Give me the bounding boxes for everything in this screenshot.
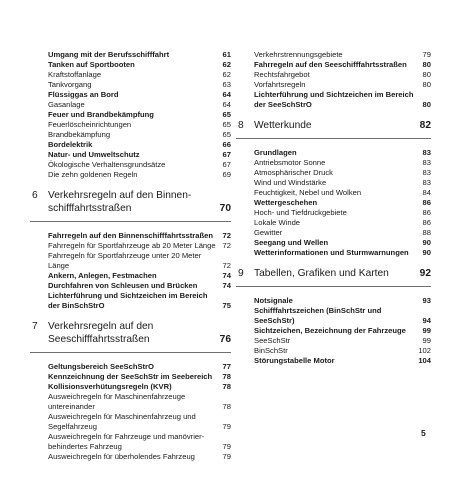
entry-page-number: 83 xyxy=(422,158,431,167)
chapter-heading xyxy=(30,320,231,346)
toc-section-entry xyxy=(254,238,431,248)
entry-page-number: 84 xyxy=(422,188,431,197)
section-spacer xyxy=(30,180,231,189)
entry-title: Durchfahren von Schleusen und Brücken xyxy=(48,281,198,290)
section-spacer xyxy=(236,110,431,119)
toc-subsection-entry xyxy=(48,100,231,110)
entry-page-number: 72 xyxy=(222,231,231,240)
entry-title: Notsignale xyxy=(254,296,293,305)
toc-subsection-entry xyxy=(254,228,431,238)
entry-title: BinSchStr xyxy=(254,346,288,355)
entry-title: Fahrregeln für Sportfahrzeuge ab 20 Meter Länge xyxy=(48,241,216,250)
chapter-heading xyxy=(236,119,431,132)
toc-subsection-entry xyxy=(48,80,231,90)
toc-right-column xyxy=(236,50,431,366)
entry-page-number: 93 xyxy=(422,296,431,305)
entry-title: Kennzeichnung der SeeSchStr im Seebereich xyxy=(48,372,213,381)
toc-section-entry xyxy=(48,231,231,241)
entry-page-number: 78 xyxy=(222,402,231,411)
entry-title: Verkehrstrennungsgebiete xyxy=(254,50,343,59)
chapter-divider xyxy=(236,138,431,139)
toc-subsection-entry xyxy=(254,80,431,90)
entry-title: Atmosphärischer Druck xyxy=(254,168,333,177)
section-spacer xyxy=(236,258,431,267)
entry-page-number: 83 xyxy=(422,168,431,177)
entry-page-number: 88 xyxy=(422,228,431,237)
entry-page-number: 65 xyxy=(222,110,231,119)
entry-page-number: 90 xyxy=(422,248,431,257)
entry-title: Tankvorgang xyxy=(48,80,92,89)
chapter-title: Tabellen, Grafiken und Karten xyxy=(254,268,389,279)
chapter-number: 9 xyxy=(238,268,244,279)
toc-section-entry xyxy=(48,50,231,60)
entry-page-number: 65 xyxy=(222,130,231,139)
toc-subsection-entry xyxy=(48,120,231,130)
entry-title: Schifffahrtszeichen (BinSchStr und SeeSchStr) xyxy=(254,306,382,325)
entry-title: Kraftstoffanlage xyxy=(48,70,102,79)
entry-title: Bordelektrik xyxy=(48,140,93,149)
toc-section-entry xyxy=(254,60,431,70)
toc-subsection-entry xyxy=(254,158,431,168)
entry-page-number: 79 xyxy=(422,50,431,59)
entry-title: Gewitter xyxy=(254,228,283,237)
entry-page-number: 74 xyxy=(222,271,231,280)
toc-section-entry xyxy=(48,150,231,160)
entry-page-number: 80 xyxy=(422,80,431,89)
toc-section-entry xyxy=(254,306,431,326)
entry-title: Feuchtigkeit, Nebel und Wolken xyxy=(254,188,362,197)
toc-subsection-entry xyxy=(48,241,231,251)
entry-page-number: 99 xyxy=(422,326,431,335)
toc-section-entry xyxy=(48,362,231,372)
entry-page-number: 77 xyxy=(222,362,231,371)
toc-section-entry xyxy=(48,110,231,120)
toc-subsection-entry xyxy=(48,251,231,271)
section-spacer xyxy=(30,311,231,320)
entry-page-number: 63 xyxy=(222,80,231,89)
chapter-number: 7 xyxy=(32,321,38,332)
chapter-title: Wetterkunde xyxy=(254,120,312,131)
entry-page-number: 94 xyxy=(422,316,431,325)
entry-page-number: 61 xyxy=(222,50,231,59)
entry-title: Seegang und Wellen xyxy=(254,238,329,247)
entry-page-number: 62 xyxy=(222,60,231,69)
entry-title: Umgang mit der Berufsschifffahrt xyxy=(48,50,170,59)
toc-subsection-entry xyxy=(254,70,431,80)
chapter-page-number: 76 xyxy=(219,334,231,345)
entry-title: Natur- und Umweltschutz xyxy=(48,150,140,159)
toc-section-entry xyxy=(48,60,231,70)
toc-section-entry xyxy=(48,281,231,291)
toc-section-entry xyxy=(254,326,431,336)
entry-page-number: 102 xyxy=(418,346,431,355)
entry-page-number: 83 xyxy=(422,178,431,187)
entry-title: Fahrregeln auf den Seeschifffahrtsstraßen xyxy=(254,60,407,69)
toc-section-entry xyxy=(254,90,431,110)
chapter-title: Verkehrsregeln auf den Binnen-schifffahrtsstraßen xyxy=(48,190,192,214)
entry-title: Die zehn goldenen Regeln xyxy=(48,170,138,179)
toc-left-column xyxy=(30,50,231,462)
toc-subsection-entry xyxy=(48,432,231,452)
toc-subsection-entry xyxy=(254,336,431,346)
toc-subsection-entry xyxy=(254,218,431,228)
entry-title: Brandbekämpfung xyxy=(48,130,111,139)
toc-section-entry xyxy=(48,291,231,311)
entry-title: Fahrregeln für Sportfahrzeuge unter 20 Meter Länge xyxy=(48,251,202,270)
entry-page-number: 78 xyxy=(222,372,231,381)
toc-section-entry xyxy=(48,382,231,392)
entry-page-number: 67 xyxy=(222,160,231,169)
entry-page-number: 90 xyxy=(422,238,431,247)
page-number: 5 xyxy=(421,428,426,438)
toc-section-entry xyxy=(254,148,431,158)
toc-subsection-entry xyxy=(254,178,431,188)
entry-page-number: 78 xyxy=(222,382,231,391)
toc-section-entry xyxy=(48,372,231,382)
entry-page-number: 72 xyxy=(222,261,231,270)
toc-section-entry xyxy=(48,140,231,150)
entry-page-number: 104 xyxy=(418,356,431,365)
toc-subsection-entry xyxy=(254,188,431,198)
entry-page-number: 79 xyxy=(222,452,231,461)
chapter-heading xyxy=(30,189,231,215)
entry-title: Sichtzeichen, Bezeichnung der Fahrzeuge xyxy=(254,326,406,335)
chapter-page-number: 70 xyxy=(219,203,231,214)
entry-page-number: 79 xyxy=(222,442,231,451)
entry-page-number: 69 xyxy=(222,170,231,179)
entry-title: Wettergeschehen xyxy=(254,198,318,207)
toc-subsection-entry xyxy=(254,208,431,218)
entry-page-number: 72 xyxy=(222,241,231,250)
chapter-divider xyxy=(236,286,431,287)
chapter-title: Verkehrsregeln auf den Seeschifffahrtsstraßen xyxy=(48,321,154,345)
chapter-divider xyxy=(30,221,231,222)
toc-section-entry xyxy=(48,90,231,100)
entry-title: Ökologische Verhaltensgrundsätze xyxy=(48,160,166,169)
toc-section-entry xyxy=(254,198,431,208)
toc-section-entry xyxy=(254,356,431,366)
toc-subsection-entry xyxy=(48,452,231,462)
chapter-divider xyxy=(30,352,231,353)
entry-title: Fahrregeln auf den Binnenschifffahrtsstraßen xyxy=(48,231,213,240)
toc-subsection-entry xyxy=(48,412,231,432)
entry-page-number: 62 xyxy=(222,70,231,79)
entry-page-number: 66 xyxy=(222,140,231,149)
entry-page-number: 65 xyxy=(222,120,231,129)
chapter-page-number: 82 xyxy=(419,120,431,131)
entry-title: Störungstabelle Motor xyxy=(254,356,335,365)
entry-title: Rechtsfahrgebot xyxy=(254,70,310,79)
toc-subsection-entry xyxy=(254,168,431,178)
entry-title: Kollisionsverhütungsregeln (KVR) xyxy=(48,382,172,391)
entry-title: Grundlagen xyxy=(254,148,297,157)
chapter-page-number: 92 xyxy=(419,268,431,279)
toc-subsection-entry xyxy=(48,170,231,180)
entry-title: Feuer und Brandbekämpfung xyxy=(48,110,154,119)
entry-title: Gasanlage xyxy=(48,100,85,109)
entry-page-number: 67 xyxy=(222,150,231,159)
entry-page-number: 86 xyxy=(422,198,431,207)
entry-title: Ausweichregeln für Maschinenfahrzeug und Segelfahrzeug xyxy=(48,412,196,431)
toc-subsection-entry xyxy=(254,50,431,60)
entry-title: Lichterführung und Sichtzeichen im Bereich der SeeSchStrO xyxy=(254,90,414,109)
toc-subsection-entry xyxy=(254,346,431,356)
entry-title: Hoch- und Tiefdruckgebiete xyxy=(254,208,347,217)
entry-title: SeeSchStr xyxy=(254,336,291,345)
entry-title: Ausweichregeln für Maschinenfahrzeuge untereinander xyxy=(48,392,186,411)
entry-title: Geltungsbereich SeeSchStrO xyxy=(48,362,154,371)
toc-subsection-entry xyxy=(48,70,231,80)
toc-subsection-entry xyxy=(48,392,231,412)
entry-page-number: 64 xyxy=(222,100,231,109)
entry-title: Wind und Windstärke xyxy=(254,178,327,187)
toc-subsection-entry xyxy=(48,130,231,140)
entry-title: Vorfahrtsregeln xyxy=(254,80,306,89)
entry-title: Tanken auf Sportbooten xyxy=(48,60,135,69)
chapter-heading xyxy=(236,267,431,280)
entry-title: Ausweichregeln für überholendes Fahrzeug xyxy=(48,452,195,461)
entry-page-number: 83 xyxy=(422,148,431,157)
entry-title: Feuerlöscheinrichtungen xyxy=(48,120,132,129)
toc-section-entry xyxy=(254,296,431,306)
entry-title: Lokale Winde xyxy=(254,218,301,227)
chapter-number: 8 xyxy=(238,120,244,131)
entry-page-number: 80 xyxy=(422,70,431,79)
entry-page-number: 79 xyxy=(222,422,231,431)
entry-title: Ankern, Anlegen, Festmachen xyxy=(48,271,157,280)
entry-page-number: 64 xyxy=(222,90,231,99)
entry-page-number: 74 xyxy=(222,281,231,290)
entry-page-number: 80 xyxy=(422,60,431,69)
entry-page-number: 99 xyxy=(422,336,431,345)
chapter-number: 6 xyxy=(32,190,38,201)
entry-title: Wetterinformationen und Sturmwarnungen xyxy=(254,248,409,257)
entry-page-number: 86 xyxy=(422,208,431,217)
entry-title: Flüssiggas an Bord xyxy=(48,90,119,99)
entry-page-number: 86 xyxy=(422,218,431,227)
entry-page-number: 75 xyxy=(222,301,231,310)
toc-section-entry xyxy=(254,248,431,258)
entry-title: Antriebsmotor Sonne xyxy=(254,158,326,167)
entry-title: Ausweichregeln für Fahrzeuge und manövrier-behindertes Fahrzeug xyxy=(48,432,205,451)
entry-page-number: 80 xyxy=(422,100,431,109)
toc-section-entry xyxy=(48,271,231,281)
toc-subsection-entry xyxy=(48,160,231,170)
entry-title: Lichterführung und Sichtzeichen im Bereich der BinSchStrO xyxy=(48,291,208,310)
